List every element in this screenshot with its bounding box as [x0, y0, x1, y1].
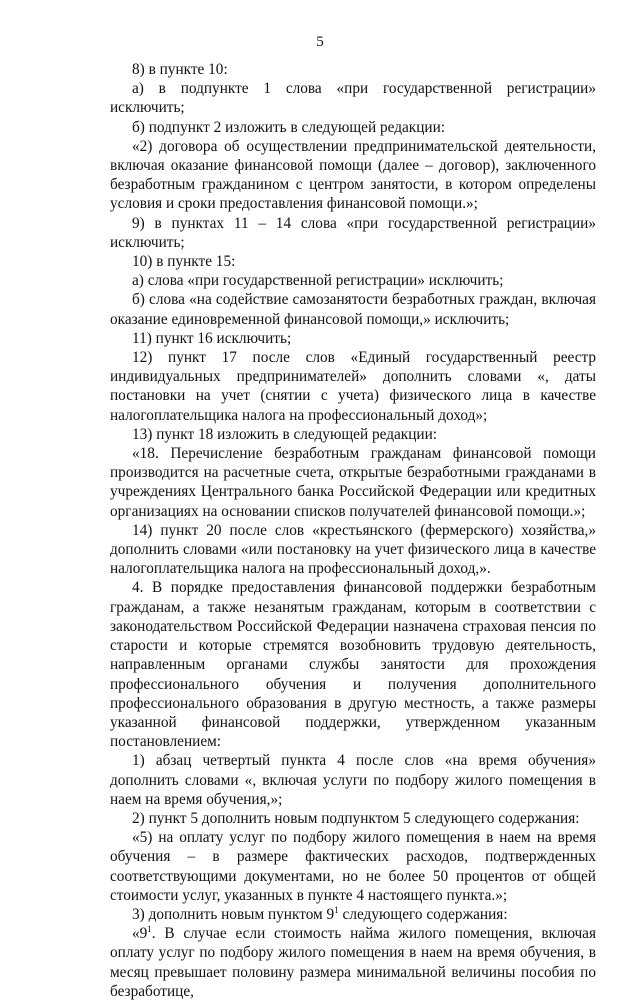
paragraph-item-13: 13) пункт 18 изложить в следующей редакции: — [132, 425, 438, 443]
paragraph-sec4-item-3 — [110, 905, 596, 924]
document-body — [110, 60, 596, 1001]
paragraph-item-8: 8) в пункте 10: — [132, 61, 228, 78]
paragraph-sec4-item-2: 2) пункт 5 дополнить новым подпунктом 5 следующего содержания: — [132, 809, 580, 827]
paragraph-item-14: 14) пункт 20 после слов «крестьянского (фермерского) хозяйства,» дополнить словами «или постановку на учет физического лица в качестве налогоплательщика налога на профессиональный доход,». — [110, 521, 596, 578]
page-number: 5 — [316, 34, 324, 50]
paragraph-quote-point-9-1 — [110, 924, 596, 1001]
item3-text-after: следующего содержания: — [338, 905, 508, 923]
paragraph-quote-subitem-5: «5) на оплату услуг по подбору жилого помещения в наем на время обучения – в размере фактических расходов, подтвержденных соответствующими документами, но не более 50 процентов от общей стоимости услуг, указанных в пункте 4 настоящего пункта.»; — [110, 829, 596, 904]
paragraph-item-10a: а) слова «при государственной регистрации» исключить; — [132, 272, 504, 290]
paragraph-sec4-item-1: 1) абзац четвертый пункта 4 после слов «на время обучения» дополнить словами «, включая услуги по подбору жилого помещения в наем на время обучения,»; — [110, 752, 596, 808]
paragraph-item-9: 9) в пунктах 11 – 14 слова «при государственной регистрации» исключить; — [110, 214, 596, 251]
paragraph-quote-point-18: «18. Перечисление безработным гражданам финансовой помощи производится на расчетные счета, открытые безработными гражданами в учреждениях Центрального банка Российской Федерации или кредитных организациях на основании списков получателей финансовой помощи.»; — [110, 445, 596, 520]
paragraph-item-11: 11) пункт 16 исключить; — [132, 329, 292, 347]
item3-text-before: 3) дополнить новым пунктом 9 — [132, 905, 335, 923]
paragraph-section-4: 4. В порядке предоставления финансовой поддержки безработным гражданам, а также незанятым гражданам, которым в соответствии с законодательством Российской Федерации назначена страховая пенсия по старости и которые стремятся возобновить трудовую деятельность, направленным органами службы занятости для прохождения профессионального обучения и получения дополнительного профессионального образования в другую местность, а также размеры указанной финансовой поддержки, утвержденном указанным постановлением: — [110, 579, 596, 751]
item9-1-text-before: «9 — [132, 925, 148, 943]
item3-superscript: 1 — [334, 904, 339, 915]
item9-1-superscript: 1 — [147, 924, 152, 935]
paragraph-quote-subitem-2: «2) договора об осуществлении предпринимательской деятельности, включая оказание финансовой помощи (далее – договор), заключенного безработным гражданином с центром занятости, в котором определены условия и сроки предоставления финансовой помощи.»; — [110, 137, 596, 213]
paragraph-item-8a: а) в подпункте 1 слова «при государственной регистрации» исключить; — [110, 80, 596, 117]
paragraph-item-8b: б) подпункт 2 изложить в следующей редакции: — [132, 118, 446, 136]
item9-1-text-after: . В случае если стоимость найма жилого помещения, включая оплату услуг по подбору жилого помещения в наем на время обучения, в месяц превышает половину размера минимальной величины пособия по безработице, — [110, 925, 596, 1000]
paragraph-item-12: 12) пункт 17 после слов «Единый государственный реестр индивидуальных предпринимателей» дополнить словами «, даты постановки на учет (снятии с учета) физического лица в качестве налогоплательщика налога на профессиональный доход»; — [110, 349, 596, 424]
paragraph-item-10b: б) слова «на содействие самозанятости безработных граждан, включая оказание единовременной финансовой помощи,» исключить; — [110, 291, 596, 328]
paragraph-item-10: 10) в пункте 15: — [132, 253, 236, 271]
